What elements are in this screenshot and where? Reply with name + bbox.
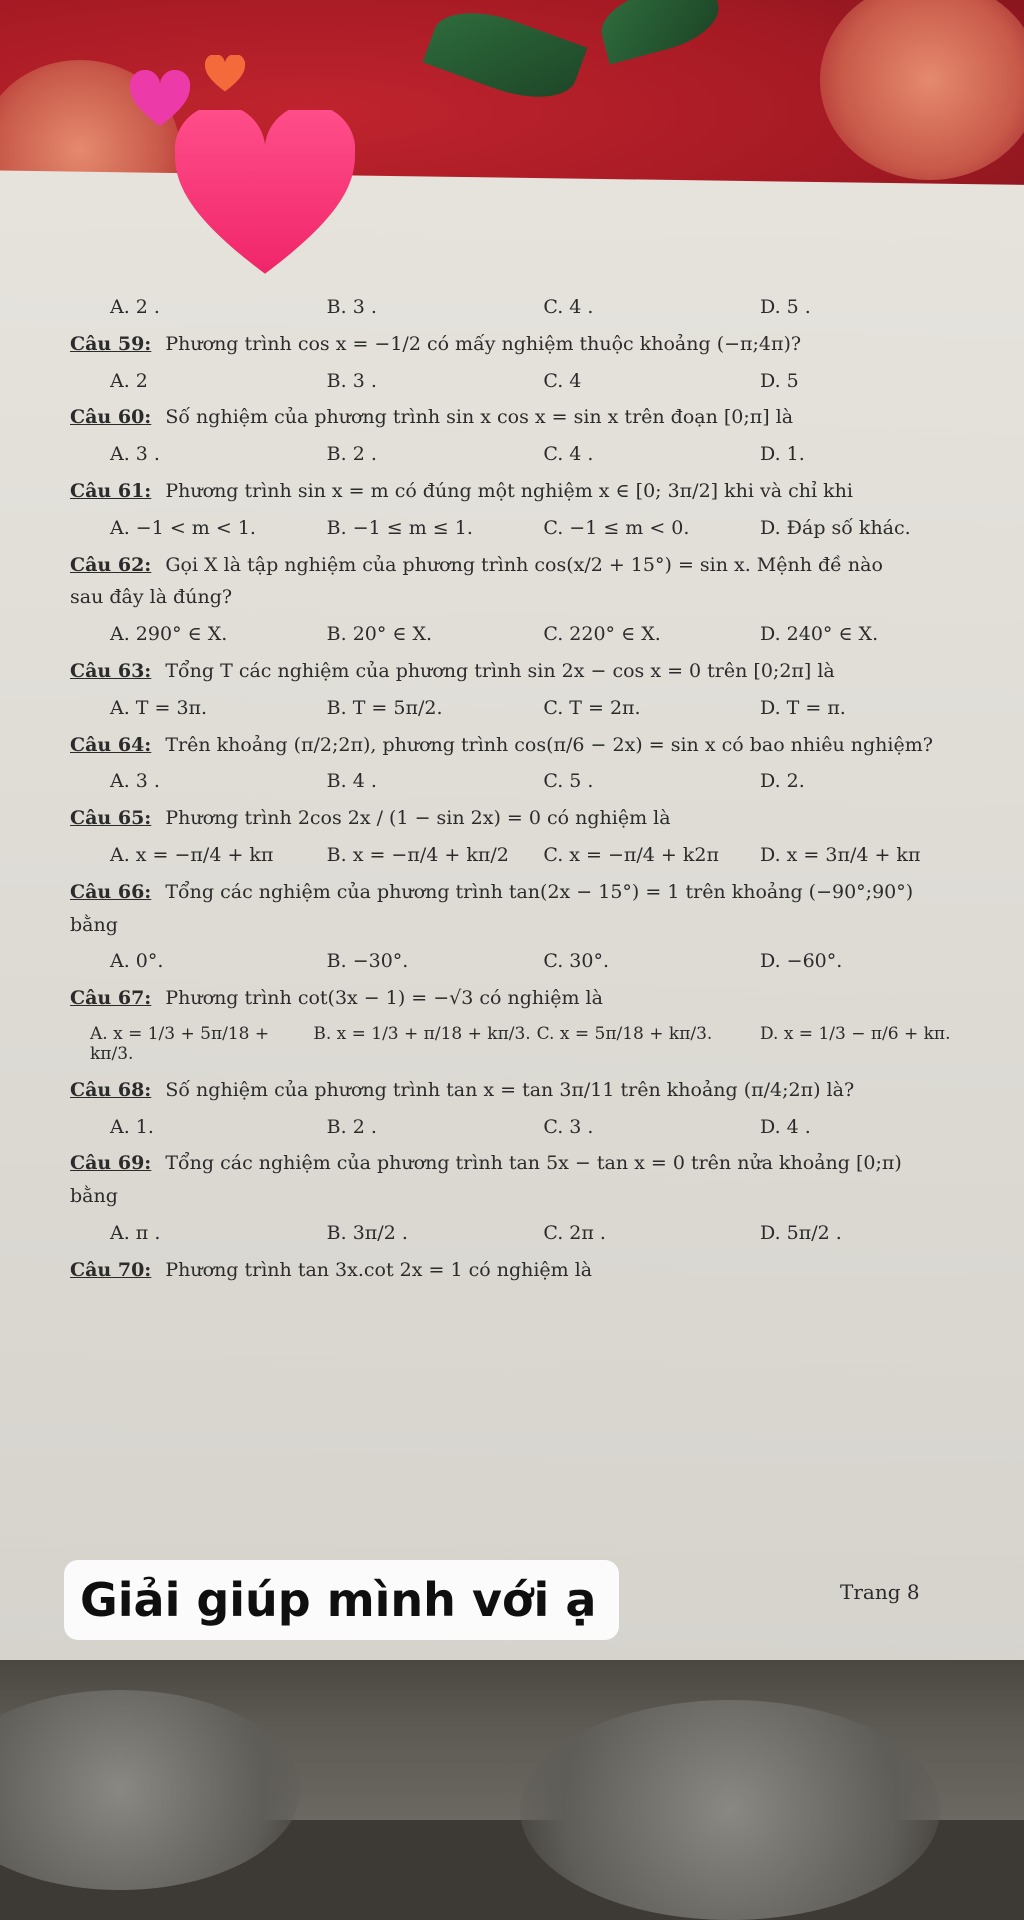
knee-shape bbox=[520, 1700, 940, 1920]
question-text: Phương trình 2cos 2x / (1 − sin 2x) = 0 có nghiệm là bbox=[165, 807, 671, 830]
option: A. 2 bbox=[110, 369, 148, 392]
question-label: Câu 64: bbox=[70, 733, 152, 756]
question-statement bbox=[70, 734, 980, 757]
question-label: Câu 67: bbox=[70, 987, 152, 1010]
option: B. 3 . bbox=[326, 296, 377, 318]
option: C. x = −π/4 + k2π bbox=[543, 843, 719, 866]
exam-content bbox=[70, 290, 980, 1296]
answer-options bbox=[70, 517, 980, 540]
answer-options bbox=[70, 623, 980, 646]
option: B. 4 . bbox=[326, 770, 377, 793]
answer-options bbox=[70, 697, 980, 720]
question-label: Câu 65: bbox=[70, 807, 152, 830]
question-statement bbox=[70, 807, 980, 830]
option: B. 3 . bbox=[326, 369, 377, 392]
option: B. −30°. bbox=[326, 950, 409, 973]
option: D. 5 bbox=[760, 369, 799, 392]
option: A. x = −π/4 + kπ bbox=[110, 843, 274, 866]
option: A. 290° ∈ X. bbox=[110, 623, 228, 646]
question-text: Phương trình tan 3x.cot 2x = 1 có nghiệm là bbox=[165, 1258, 593, 1281]
question-text: Số nghiệm của phương trình tan x = tan 3π/11 trên khoảng (π/4;2π) là? bbox=[165, 1078, 855, 1101]
option: A. 2 . bbox=[110, 296, 160, 318]
answer-options bbox=[70, 1116, 980, 1139]
question bbox=[70, 807, 980, 867]
answer-options bbox=[70, 1222, 980, 1245]
caption-overlay bbox=[64, 1560, 619, 1640]
question bbox=[70, 1079, 980, 1139]
question-continuation: bằng bbox=[70, 1185, 118, 1208]
heart-sticker-icon bbox=[175, 110, 355, 280]
question-label: Câu 63: bbox=[70, 659, 152, 682]
option: B. 2 . bbox=[326, 443, 377, 466]
option: D. 2. bbox=[760, 770, 805, 793]
question-text: Tổng các nghiệm của phương trình tan(2x − 15°) = 1 trên khoảng (−90°;90°) bbox=[165, 880, 914, 903]
question-statement bbox=[70, 554, 980, 610]
question-continuation: sau đây là đúng? bbox=[70, 586, 233, 609]
option: D. x = 1/3 − π/6 + kπ. bbox=[759, 1023, 951, 1044]
option: C. 220° ∈ X. bbox=[543, 623, 661, 646]
preceding-options bbox=[70, 296, 980, 319]
option: C. 4 bbox=[543, 369, 582, 392]
option: C. 5 . bbox=[543, 770, 594, 793]
question-label: Câu 69: bbox=[70, 1152, 152, 1175]
question-text: Phương trình cos x = −1/2 có mấy nghiệm thuộc khoảng (−π;4π)? bbox=[165, 332, 802, 355]
question-label: Câu 61: bbox=[70, 479, 152, 502]
question-label: Câu 66: bbox=[70, 880, 152, 903]
answer-options bbox=[70, 770, 980, 793]
question-statement bbox=[70, 1259, 980, 1282]
option: B. 2 . bbox=[326, 1115, 377, 1138]
question-label: Câu 70: bbox=[70, 1258, 152, 1281]
option: B. x = −π/4 + kπ/2 bbox=[326, 843, 509, 866]
question-text: Số nghiệm của phương trình sin x cos x = sin x trên đoạn [0;π] là bbox=[165, 406, 794, 429]
option: C. −1 ≤ m < 0. bbox=[543, 516, 690, 539]
question bbox=[70, 554, 980, 646]
option: D. Đáp số khác. bbox=[760, 516, 911, 539]
option: C. T = 2π. bbox=[543, 696, 641, 719]
option: B. −1 ≤ m ≤ 1. bbox=[326, 516, 473, 539]
option: C. 4 . bbox=[543, 443, 594, 466]
question-text: Phương trình cot(3x − 1) = −√3 có nghiệm là bbox=[165, 987, 603, 1010]
option: A. 3 . bbox=[110, 443, 160, 466]
option: D. 5π/2 . bbox=[760, 1221, 842, 1244]
question-statement bbox=[70, 406, 980, 429]
option: A. 1. bbox=[110, 1115, 154, 1138]
option: B. 20° ∈ X. bbox=[326, 623, 433, 646]
option: B. 3π/2 . bbox=[326, 1221, 408, 1244]
question-statement bbox=[70, 1152, 980, 1208]
option: A. T = 3π. bbox=[110, 696, 208, 719]
question bbox=[70, 660, 980, 720]
question bbox=[70, 333, 980, 393]
question-text: Tổng T các nghiệm của phương trình sin 2x − cos x = 0 trên [0;2π] là bbox=[165, 659, 835, 682]
option: A. 0°. bbox=[110, 950, 164, 973]
option: C. x = 5π/18 + kπ/3. bbox=[536, 1023, 713, 1044]
answer-options bbox=[70, 370, 980, 393]
question bbox=[70, 480, 980, 540]
answer-options bbox=[70, 844, 980, 867]
option: D. 5 . bbox=[760, 296, 811, 318]
question-statement bbox=[70, 881, 980, 937]
option: C. 30°. bbox=[543, 950, 609, 973]
option: C. 2π . bbox=[543, 1221, 606, 1244]
question-statement bbox=[70, 987, 980, 1010]
question-text: Tổng các nghiệm của phương trình tan 5x − tan x = 0 trên nửa khoảng [0;π) bbox=[165, 1152, 902, 1175]
question bbox=[70, 1152, 980, 1244]
option: D. T = π. bbox=[760, 696, 846, 719]
question-statement bbox=[70, 480, 980, 503]
option: D. x = 3π/4 + kπ bbox=[760, 843, 921, 866]
question-label: Câu 62: bbox=[70, 553, 152, 576]
question bbox=[70, 734, 980, 794]
question-label: Câu 59: bbox=[70, 332, 152, 355]
option: D. 4 . bbox=[760, 1115, 811, 1138]
question-label: Câu 60: bbox=[70, 406, 152, 429]
question-statement bbox=[70, 333, 980, 356]
option: D. 240° ∈ X. bbox=[760, 623, 879, 646]
question bbox=[70, 881, 980, 973]
question bbox=[70, 1259, 980, 1282]
question bbox=[70, 406, 980, 466]
question-text: Phương trình sin x = m có đúng một nghiệm x ∈ [0; 3π/2] khi và chỉ khi bbox=[165, 479, 853, 502]
option: A. x = 1/3 + 5π/18 + kπ/3. bbox=[90, 1023, 270, 1065]
heart-sticker-icon bbox=[205, 55, 245, 93]
option: A. 3 . bbox=[110, 770, 160, 793]
option: D. −60°. bbox=[760, 950, 843, 973]
option: D. 1. bbox=[760, 443, 805, 466]
question-statement bbox=[70, 660, 980, 683]
option: B. x = 1/3 + π/18 + kπ/3. bbox=[313, 1023, 531, 1044]
question-continuation: bằng bbox=[70, 913, 118, 936]
option: B. T = 5π/2. bbox=[326, 696, 443, 719]
option: A. −1 < m < 1. bbox=[110, 516, 256, 539]
question-label: Câu 68: bbox=[70, 1078, 152, 1101]
option: C. 4 . bbox=[543, 296, 594, 318]
question bbox=[70, 987, 980, 1065]
page-number: Trang 8 bbox=[840, 1580, 920, 1604]
caption-text: Giải giúp mình với ạ bbox=[80, 1573, 597, 1627]
answer-options bbox=[70, 443, 980, 466]
question-text: Trên khoảng (π/2;2π), phương trình cos(π/6 − 2x) = sin x có bao nhiêu nghiệm? bbox=[165, 733, 933, 756]
option: A. π . bbox=[110, 1221, 161, 1244]
answer-options bbox=[70, 950, 980, 973]
question-statement bbox=[70, 1079, 980, 1102]
option: C. 3 . bbox=[543, 1115, 594, 1138]
answer-options bbox=[70, 1024, 980, 1065]
question-text: Gọi X là tập nghiệm của phương trình cos(x/2 + 15°) = sin x. Mệnh đề nào bbox=[165, 553, 883, 576]
